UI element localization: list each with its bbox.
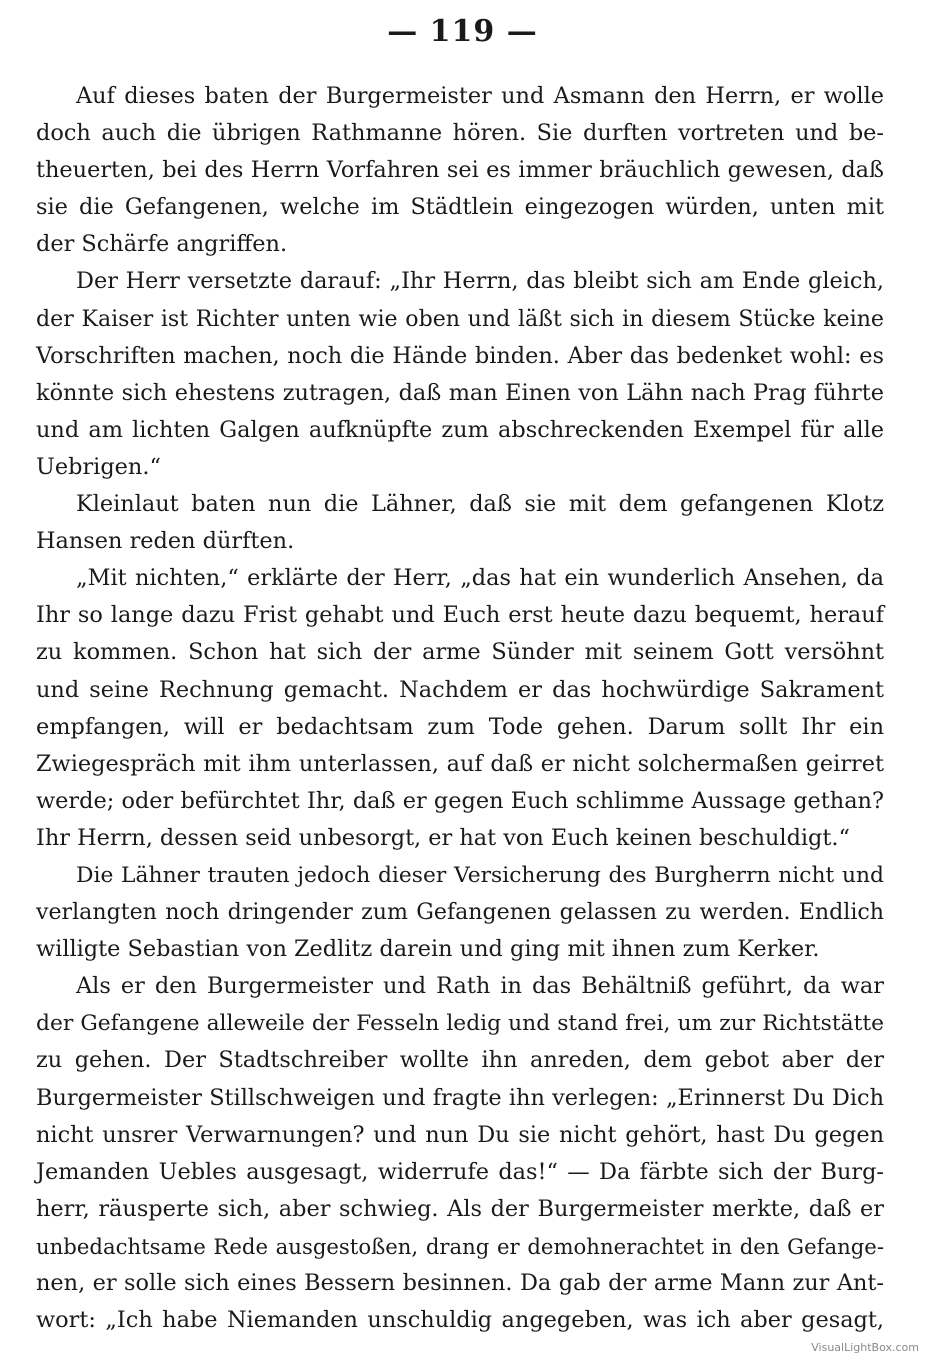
text-line: könnte sich ehestens zutragen, daß man Einen von Lähn nach Prag führte — [36, 379, 884, 406]
text-line: nen, er solle sich eines Bessern besinnen. Da gab der arme Mann zur Ant- — [36, 1270, 884, 1296]
text-line: theuerten, bei des Herrn Vorfahren sei es immer bräuchlich gewesen, daß — [36, 157, 884, 184]
text-line: „Mit nichten,“ erklärte der Herr, „das hat ein wunderlich Ansehen, da — [76, 565, 884, 592]
paragraph — [36, 560, 884, 857]
paragraph — [36, 857, 884, 968]
text-line: Als er den Burgermeister und Rath in das Behältniß geführt, da war — [76, 973, 884, 1000]
text-line: verlangten noch dringender zum Gefangenen gelassen zu werden. Endlich — [36, 899, 884, 926]
paragraph — [36, 968, 884, 1339]
text-line: willigte Sebastian von Zedlitz darein und ging mit ihnen zum Kerker. — [36, 936, 820, 963]
text-line: Ihr so lange dazu Frist gehabt und Euch erst heute dazu bequemt, herauf — [36, 602, 884, 629]
text-line: der Schärfe angriffen. — [36, 231, 288, 258]
text-line: Kleinlaut baten nun die Lähner, daß sie mit dem gefangenen Klotz — [76, 491, 884, 518]
text-line: werde; oder befürchtet Ihr, daß er gegen Euch schlimme Aussage gethan? — [36, 787, 884, 814]
text-line: Jemanden Uebles ausgesagt, widerrufe das!“ — Da färbte sich der Burg- — [36, 1158, 884, 1185]
text-line: sie die Gefangenen, welche im Städtlein eingezogen würden, unten mit — [36, 194, 884, 221]
paragraph — [36, 486, 884, 560]
text-line: zu kommen. Schon hat sich der arme Sünder mit seinem Gott versöhnt — [36, 639, 884, 666]
text-line: und am lichten Galgen aufknüpfte zum abschreckenden Exempel für alle — [36, 416, 884, 443]
text-line: Vorschriften machen, noch die Hände binden. Aber das bedenket wohl: es — [36, 342, 884, 369]
text-line: unbedachtsame Rede ausgestoßen, drang er demohnerachtet in den Gefange- — [36, 1233, 884, 1259]
text-line: und seine Rechnung gemacht. Nachdem er das hochwürdige Sakrament — [36, 676, 884, 703]
text-line: wort: „Ich habe Niemanden unschuldig angegeben, was ich aber gesagt, — [36, 1307, 884, 1334]
page-number: — 119 — — [387, 14, 538, 49]
text-line: Die Lähner trauten jedoch dieser Versicherung des Burgherrn nicht und — [76, 862, 884, 888]
text-line: Burgermeister Stillschweigen und fragte ihn verlegen: „Erinnerst Du Dich — [36, 1084, 884, 1111]
text-line: Uebrigen.“ — [36, 453, 161, 480]
text-line: nicht unsrer Verwarnungen? und nun Du sie nicht gehört, hast Du gegen — [36, 1121, 884, 1148]
paragraph — [36, 263, 884, 486]
text-line: zu gehen. Der Stadtschreiber wollte ihn anreden, dem gebot aber der — [36, 1047, 884, 1074]
text-line: herr, räusperte sich, aber schwieg. Als der Burgermeister merkte, daß er — [36, 1195, 884, 1222]
body-text — [36, 78, 884, 1339]
text-line: der Kaiser ist Richter unten wie oben und läßt sich in diesem Stücke keine — [36, 305, 884, 332]
text-line: Zwiegespräch mit ihm unterlassen, auf daß er nicht solchermaßen geirret — [36, 750, 884, 777]
text-line: Hansen reden dürften. — [36, 528, 295, 555]
text-line: empfangen, will er bedachtsam zum Tode gehen. Darum sollt Ihr ein — [36, 713, 884, 740]
paragraph — [36, 78, 884, 263]
text-line: Auf dieses baten der Burgermeister und Asmann den Herrn, er wolle — [76, 83, 884, 109]
text-line: Der Herr versetzte darauf: „Ihr Herrn, das bleibt sich am Ende gleich, — [76, 268, 884, 295]
text-line: doch auch die übrigen Rathmanne hören. Sie durften vortreten und be- — [36, 120, 884, 147]
text-line: Ihr Herrn, dessen seid unbesorgt, er hat von Euch keinen beschuldigt.“ — [36, 824, 850, 851]
watermark: VisualLightBox.com — [811, 1341, 919, 1354]
text-line: der Gefangene alleweile der Fesseln ledig und stand frei, um zur Richtstätte — [36, 1011, 884, 1037]
